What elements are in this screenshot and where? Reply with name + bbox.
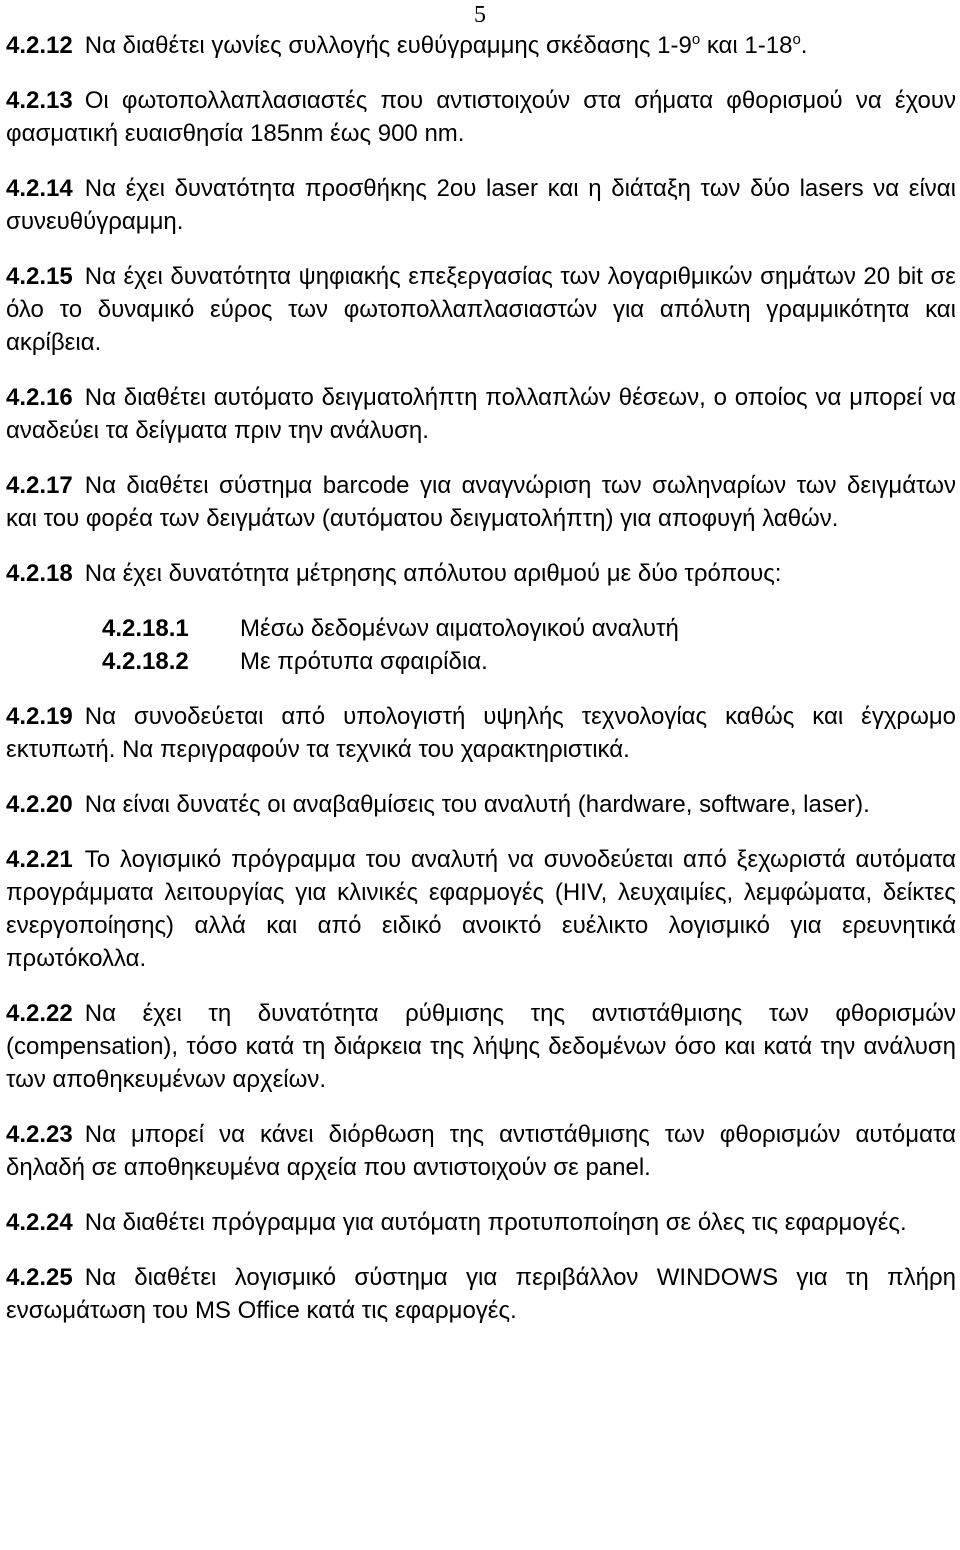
sub-item-number: 4.2.18.1 (102, 615, 189, 642)
item-text: Να έχει δυνατότητα προσθήκης 2ου laser και η διάταξη των δύο lasers να είναι συνευθύγραμμη. (6, 175, 956, 235)
list-item (6, 1261, 956, 1327)
item-text: Να διαθέτει αυτόματο δειγματολήπτη πολλαπλών θέσεων, ο οποίος να μπορεί να αναδεύει τα δείγματα πριν την ανάλυση. (6, 384, 956, 444)
item-number: 4.2.14 (6, 175, 73, 202)
sub-list (102, 612, 956, 678)
item-text: Να μπορεί να κάνει διόρθωση της αντιστάθμισης των φθορισμών αυτόματα δηλαδή σε αποθηκευμένα αρχεία που αντιστοιχούν σε panel. (6, 1121, 956, 1181)
list-item (6, 700, 956, 766)
item-text-end: . (800, 32, 808, 59)
item-number: 4.2.20 (6, 791, 73, 818)
item-text: Να διαθέτει γωνίες συλλογής ευθύγραμμης σκέδασης 1-9 (84, 32, 692, 59)
list-item (6, 788, 956, 821)
list-item (6, 381, 956, 447)
list-item (6, 172, 956, 238)
item-text: Να έχει τη δυνατότητα ρύθμισης της αντιστάθμισης των φθορισμών (compensation), τόσο κατά τη διάρκεια της λήψης δεδομένων όσο και κατά την ανάλυση των αποθηκευμένων αρχείων. (6, 1000, 956, 1093)
item-text: Το λογισμικό πρόγραμμα του αναλυτή να συνοδεύεται από ξεχωριστά αυτόματα προγράμματα λειτουργίας για κλινικές εφαρμογές (HIV, λευχαιμίες, λεμφώματα, δείκτες ενεργοποίησης) αλλά και από ειδικό ανοικτό ευέλικτο λογισμικό για ερευνητικά πρωτόκολλα. (6, 846, 956, 972)
list-item (6, 29, 956, 62)
sub-list-item (102, 645, 956, 678)
item-text-cont: και 1-18 (700, 32, 793, 59)
item-text: Να διαθέτει λογισμικό σύστημα για περιβάλλον WINDOWS για τη πλήρη ενσωμάτωση του MS Office κατά τις εφαρμογές. (6, 1264, 956, 1324)
item-text: Να συνοδεύεται από υπολογιστή υψηλής τεχνολογίας καθώς και έγχρωμο εκτυπωτή. Να περιγραφούν τα τεχνικά του χαρακτηριστικά. (6, 703, 956, 763)
item-number: 4.2.13 (6, 87, 73, 114)
item-text: Να είναι δυνατές οι αναβαθμίσεις του αναλυτή (hardware, software, laser). (84, 791, 870, 818)
list-item (6, 260, 956, 359)
item-text: Να διαθέτει σύστημα barcode για αναγνώριση των σωληναρίων των δειγμάτων και του φορέα των δειγμάτων (αυτόματου δειγματολήπτη) για αποφυγή λαθών. (6, 472, 956, 532)
list-item (6, 1118, 956, 1184)
degree-mark: ο (691, 31, 701, 48)
item-number: 4.2.23 (6, 1121, 73, 1148)
document-body (6, 29, 956, 1349)
sub-item-text: Με πρότυπα σφαιρίδια. (240, 648, 488, 675)
item-number: 4.2.21 (6, 846, 73, 873)
item-text: Να έχει δυνατότητα ψηφιακής επεξεργασίας των λογαριθμικών σημάτων 20 bit σε όλο το δυναμικό εύρος των φωτοπολλαπλασιαστών για απόλυτη γραμμικότητα και ακρίβεια. (6, 263, 956, 356)
list-item (6, 1206, 956, 1239)
item-number: 4.2.19 (6, 703, 73, 730)
item-number: 4.2.18 (6, 560, 73, 587)
item-number: 4.2.15 (6, 263, 73, 290)
item-text: Να διαθέτει πρόγραμμα για αυτόματη προτυποποίηση σε όλες τις εφαρμογές. (84, 1209, 907, 1236)
sub-item-text: Μέσω δεδομένων αιματολογικού αναλυτή (240, 615, 679, 642)
list-item (6, 997, 956, 1096)
item-number: 4.2.16 (6, 384, 73, 411)
item-number: 4.2.25 (6, 1264, 73, 1291)
item-text: Να έχει δυνατότητα μέτρησης απόλυτου αριθμού με δύο τρόπους: (84, 560, 782, 587)
item-number: 4.2.12 (6, 32, 73, 59)
item-number: 4.2.22 (6, 1000, 73, 1027)
sub-list-item (102, 612, 956, 645)
item-number: 4.2.17 (6, 472, 73, 499)
list-item (6, 84, 956, 150)
list-item (6, 557, 956, 590)
list-item (6, 469, 956, 535)
page-number: 5 (474, 2, 486, 28)
degree-mark: ο (792, 31, 801, 48)
item-number: 4.2.24 (6, 1209, 73, 1236)
item-text: Οι φωτοπολλαπλασιαστές που αντιστοιχούν στα σήματα φθορισμού να έχουν φασματική ευαισθησία 185nm έως 900 nm. (6, 87, 956, 147)
sub-item-number: 4.2.18.2 (102, 648, 189, 675)
list-item (6, 843, 956, 975)
